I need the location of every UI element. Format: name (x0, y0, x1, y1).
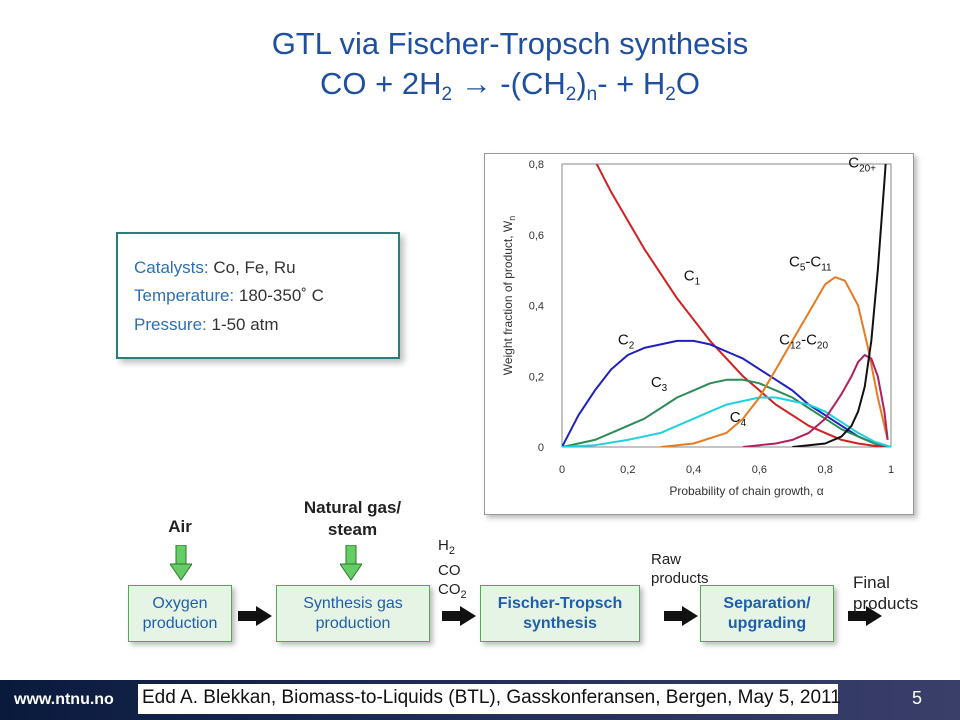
series-annotation: $C_2$ (617, 331, 635, 352)
raw-products-label: Raw products (651, 551, 709, 587)
separation-box: Separation/ upgrading (700, 585, 834, 642)
catalysts-row (134, 258, 296, 278)
syngas-components (438, 536, 467, 605)
right-arrow-icon (664, 606, 698, 626)
right-arrow-icon (238, 606, 272, 626)
eq-part: O (675, 66, 700, 101)
x-tick-label: 0,4 (685, 464, 702, 476)
conditions-box (116, 232, 400, 359)
footer-bar (0, 680, 960, 720)
eq-part: → -(CH (452, 66, 566, 101)
series-annotation: $C_1$ (683, 267, 701, 288)
series-line-c12-c20 (743, 355, 888, 447)
pressure-row (134, 315, 279, 335)
series-line-c1 (569, 154, 888, 447)
reaction-equation (0, 64, 960, 115)
synthesis-gas-box: Synthesis gas production (276, 585, 430, 642)
eq-part: CO + 2H (320, 66, 442, 101)
x-tick-label: 1 (887, 464, 895, 476)
natgas-down-arrow-icon (340, 545, 362, 581)
eq-sub: 2 (565, 84, 577, 105)
eq-sub: 2 (441, 84, 453, 105)
y-tick-label: 0,6 (528, 229, 544, 242)
gas-h: H (438, 537, 449, 554)
gas-co: CO (438, 562, 461, 579)
ntnu-site-label[interactable]: www.ntnu.no (14, 691, 114, 708)
series-annotation: $C_{12}-C_{20}$ (779, 331, 829, 352)
series-annotation: $C_{20+}$ (848, 154, 877, 175)
page-number: 5 (912, 688, 923, 708)
fischer-tropsch-box: Fischer-Tropsch synthesis (480, 585, 640, 642)
catalysts-label: Catalysts: (134, 258, 214, 277)
x-tick-label: 0 (558, 464, 566, 476)
y-tick-label: 0 (537, 442, 544, 454)
chart-svg (485, 154, 913, 514)
pressure-value: 1-50 atm (211, 315, 279, 334)
x-tick-label: 0,6 (751, 464, 768, 476)
oxygen-production-box: Oxygen production (128, 585, 232, 642)
temperature-value: 180-350˚ C (238, 286, 324, 305)
catalysts-value: Co, Fe, Ru (213, 258, 296, 277)
temperature-row (134, 286, 324, 306)
final-products-label: Final products (853, 573, 919, 613)
pressure-label: Pressure: (134, 315, 212, 334)
series-annotation: $C_3$ (650, 373, 668, 394)
natural-gas-label: Natural gas/ steam (303, 498, 402, 539)
credit-text: Edd A. Blekkan, Biomass-to-Liquids (BTL), Gasskonferansen, Bergen, May 5, 2011 (142, 687, 841, 708)
eq-part: - + H (597, 66, 666, 101)
eq-sub: 2 (665, 84, 676, 105)
eq-part: ) (576, 66, 587, 101)
eq-sub: n (586, 84, 598, 105)
product-distribution-chart (484, 153, 914, 515)
air-label: Air (168, 517, 192, 536)
y-tick-label: 0,2 (528, 371, 544, 384)
x-tick-label: 0,8 (817, 464, 833, 476)
series-annotation: $C_4$ (729, 409, 747, 430)
air-down-arrow-icon (170, 545, 192, 581)
y-tick-label: 0,8 (528, 159, 544, 171)
temperature-label: Temperature: (134, 286, 239, 305)
x-tick-label: 0,2 (620, 464, 636, 476)
gas-co2: CO (438, 581, 461, 598)
right-arrow-icon (442, 606, 476, 626)
x-axis-label: Probability of chain growth, α (669, 484, 824, 498)
gas-co2-sub: 2 (460, 589, 467, 601)
series-annotation: $C_5-C_{11}$ (789, 253, 832, 274)
gas-h-sub: 2 (448, 545, 455, 557)
slide-title: GTL via Fischer-Tropsch synthesis (271, 26, 749, 61)
y-axis-label: Weight fraction of product, $W_n$ (501, 215, 517, 376)
y-tick-label: 0,4 (528, 300, 544, 313)
